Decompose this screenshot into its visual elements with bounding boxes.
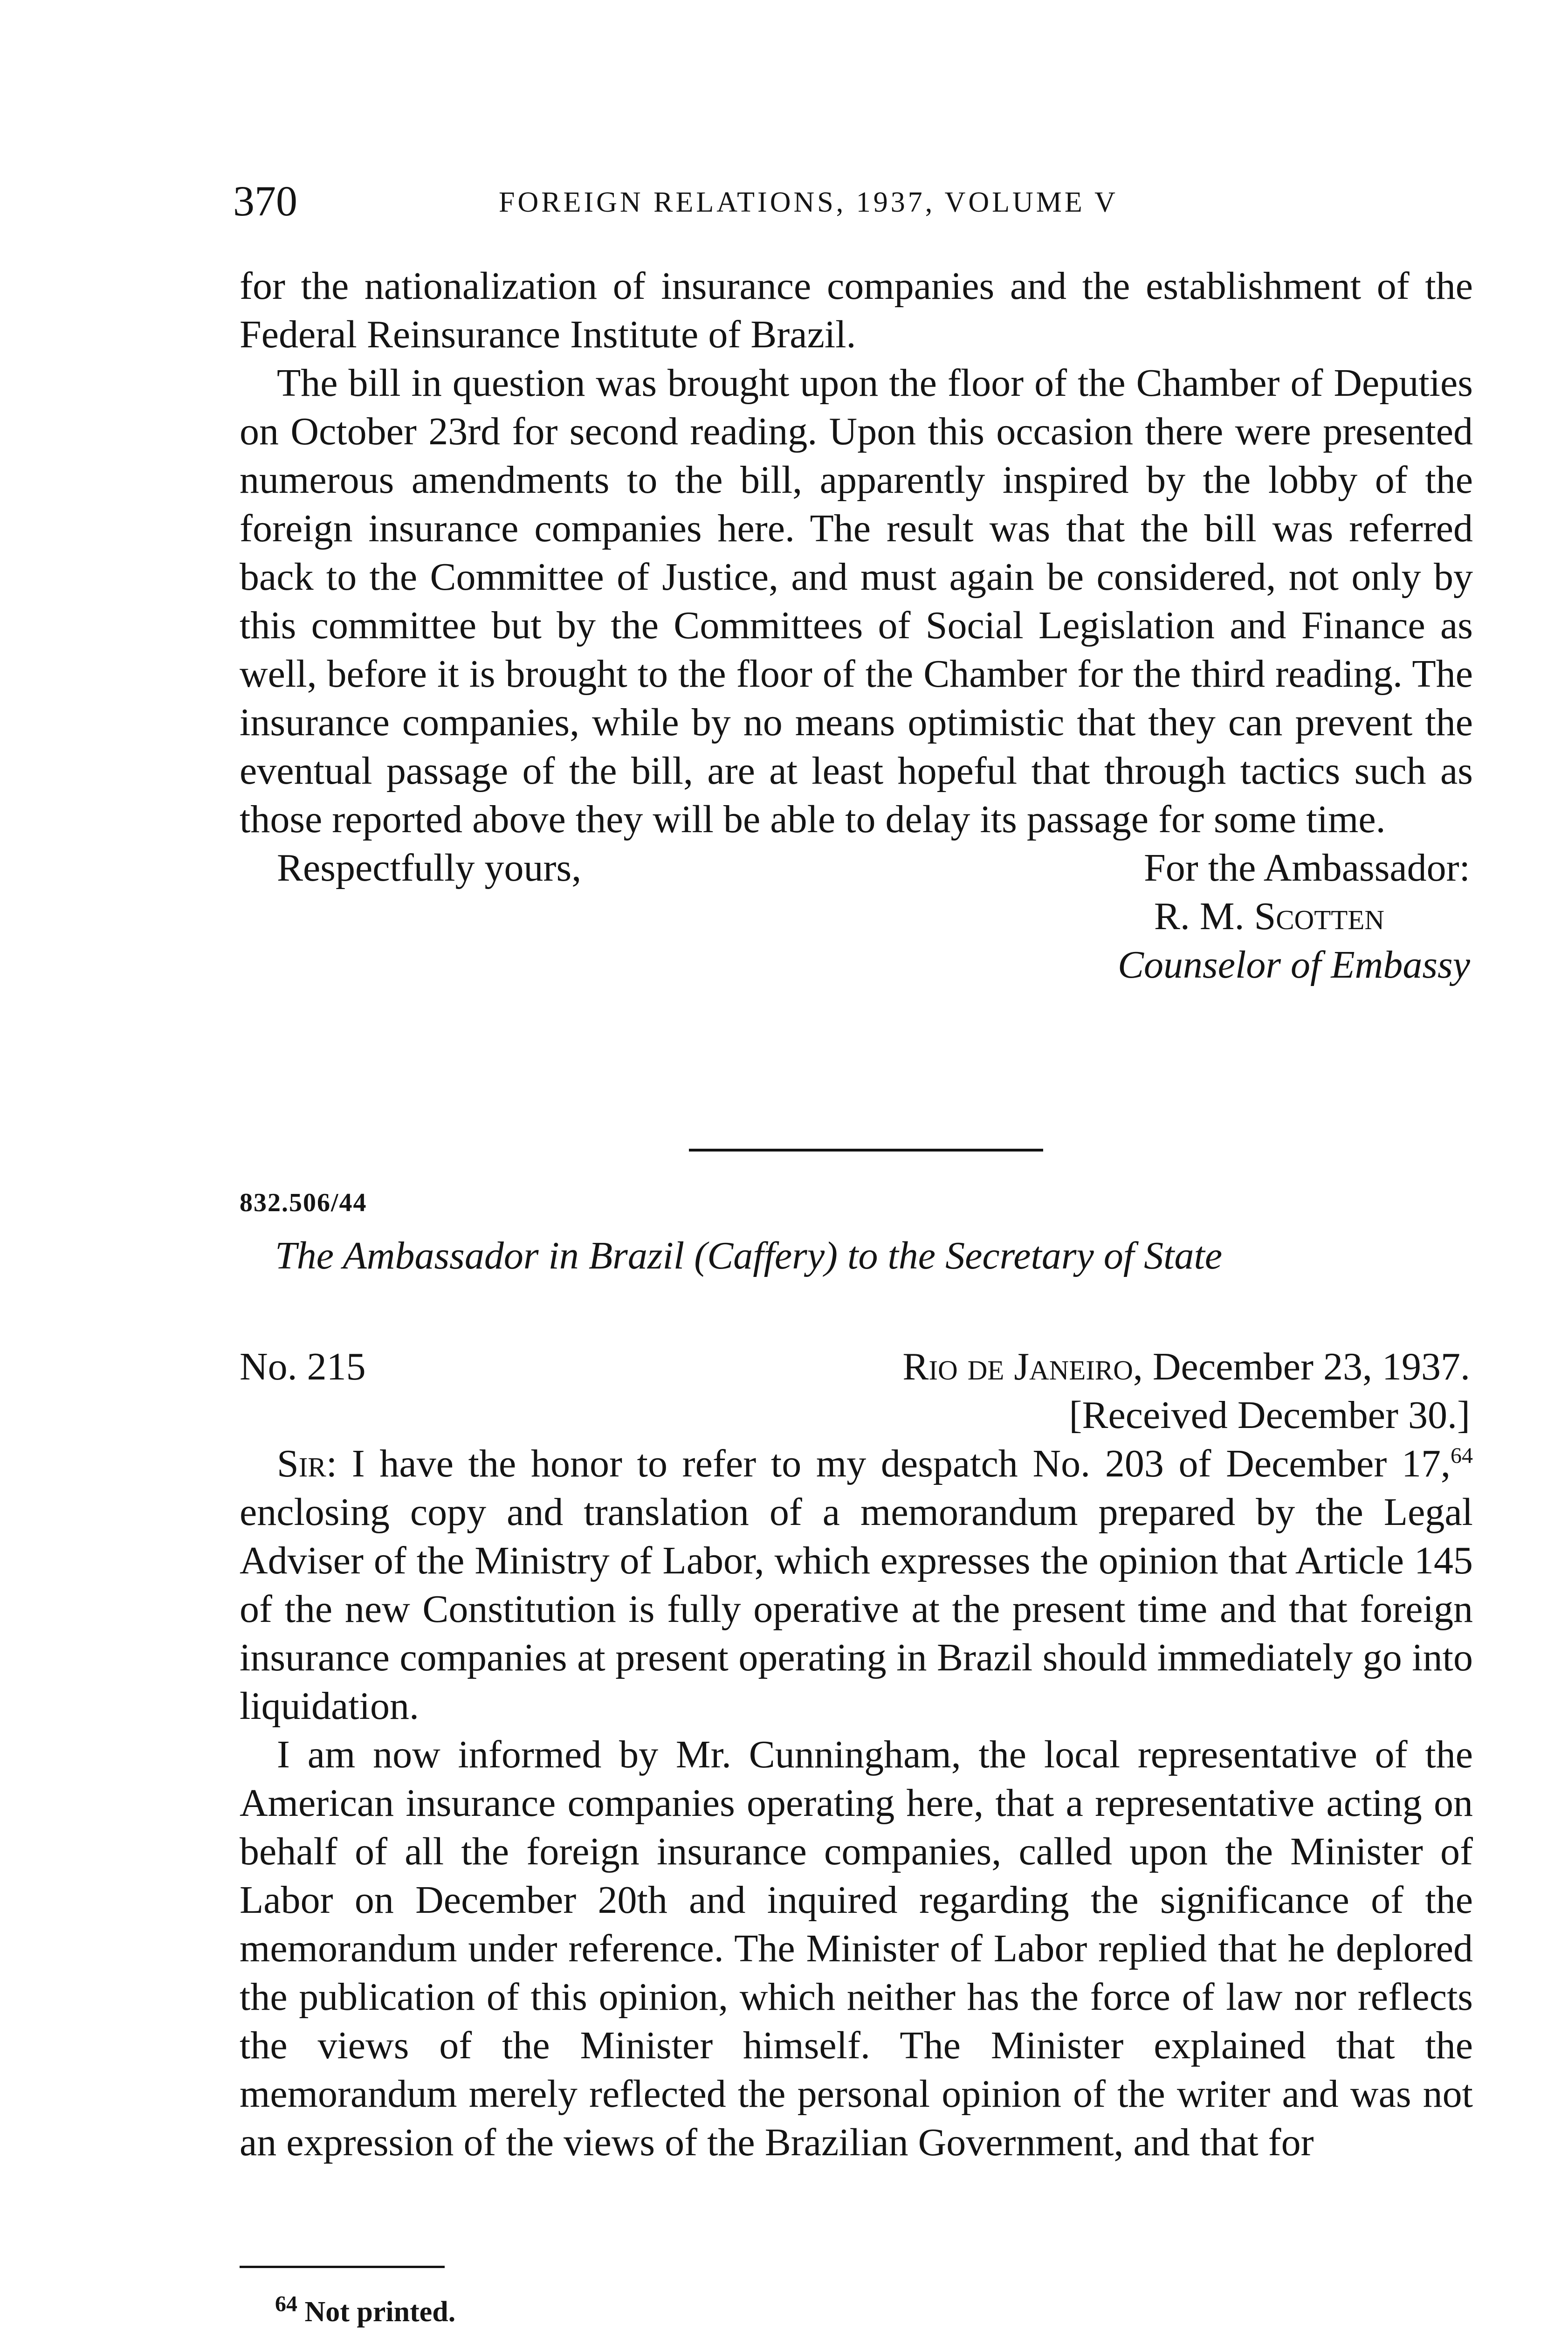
place-date	[902, 1343, 1470, 1391]
closing: Respectfully yours,	[277, 846, 582, 890]
received-date: [Received December 30.]	[1069, 1393, 1470, 1437]
closing-row	[240, 844, 1473, 892]
signer-title: Counselor of Embassy	[1118, 943, 1470, 986]
paragraph-text: enclosing copy and translation of a memorandum prepared by the Legal Adviser of the Ministry of Labor, which expresses the opinion that Article 145 of the new Constitution is fully operative at the present time and that foreign insurance companies at present operating in Brazil should immediately go into liquidation.	[240, 1490, 1473, 1728]
file-number: 832.506/44	[240, 1188, 367, 1217]
footnote-marker: 64	[275, 2291, 297, 2317]
place: Rio de Janeiro	[902, 1345, 1133, 1388]
salutation: Sir	[277, 1442, 326, 1485]
footnote	[275, 2291, 456, 2329]
despatch-number: No. 215	[240, 1345, 366, 1388]
document-title: The Ambassador in Brazil (Caffery) to the Secretary of State	[275, 1234, 1223, 1277]
paragraph-text: : I have the honor to refer to my despatch No. 203 of December 17,	[326, 1442, 1451, 1485]
signer-name: R. M. Scotten	[1154, 895, 1384, 938]
paragraph: I am now informed by Mr. Cunningham, the local representative of the American insurance companies operating here, that a representative acting on behalf of all the foreign insurance companies, called upon the Minister of Labor on December 20th and inquired regarding the significance of the memorandum under reference. The Minister of Labor replied that he deplored the publication of this opinion, which neither has the force of law nor reflects the views of the Minister himself. The Minister explained that the memorandum merely reflected the personal opinion of the writer and was not an expression of the views of the Brazilian Government, and that for	[240, 1733, 1473, 2164]
previous-document-body	[240, 262, 1473, 989]
footnote-text: Not printed.	[304, 2296, 456, 2328]
paragraph: for the nationalization of insurance companies and the establishment of the Federal Reinsurance Institute of Brazil.	[240, 264, 1473, 356]
document-body	[240, 1343, 1473, 2167]
page-header	[233, 175, 1473, 231]
running-head: FOREIGN RELATIONS, 1937, VOLUME V	[499, 186, 1118, 218]
footnote-ref: 64	[1451, 1443, 1473, 1468]
footnote-divider	[240, 2266, 445, 2268]
date: , December 23, 1937.	[1133, 1345, 1470, 1388]
page-number: 370	[233, 177, 297, 225]
for-line: For the Ambassador:	[1144, 846, 1470, 890]
paragraph: The bill in question was brought upon the floor of the Chamber of Deputies on October 23rd for second reading. Upon this occasion there were presented numerous amendments to the bill, apparently inspired by the lobby of the foreign insurance companies here. The result was that the bill was referred back to the Committee of Justice, and must again be considered, not only by this committee but by the Committees of Social Legislation and Finance as well, before it is brought to the floor of the Chamber for the third reading. The insurance companies, while by no means optimistic that they can prevent the eventual passage of the bill, are at least hopeful that through tactics such as those reported above they will be able to delay its passage for some time.	[240, 361, 1473, 841]
dateline	[240, 1343, 1473, 1391]
section-divider	[689, 1149, 1043, 1152]
paragraph	[240, 1440, 1473, 1731]
